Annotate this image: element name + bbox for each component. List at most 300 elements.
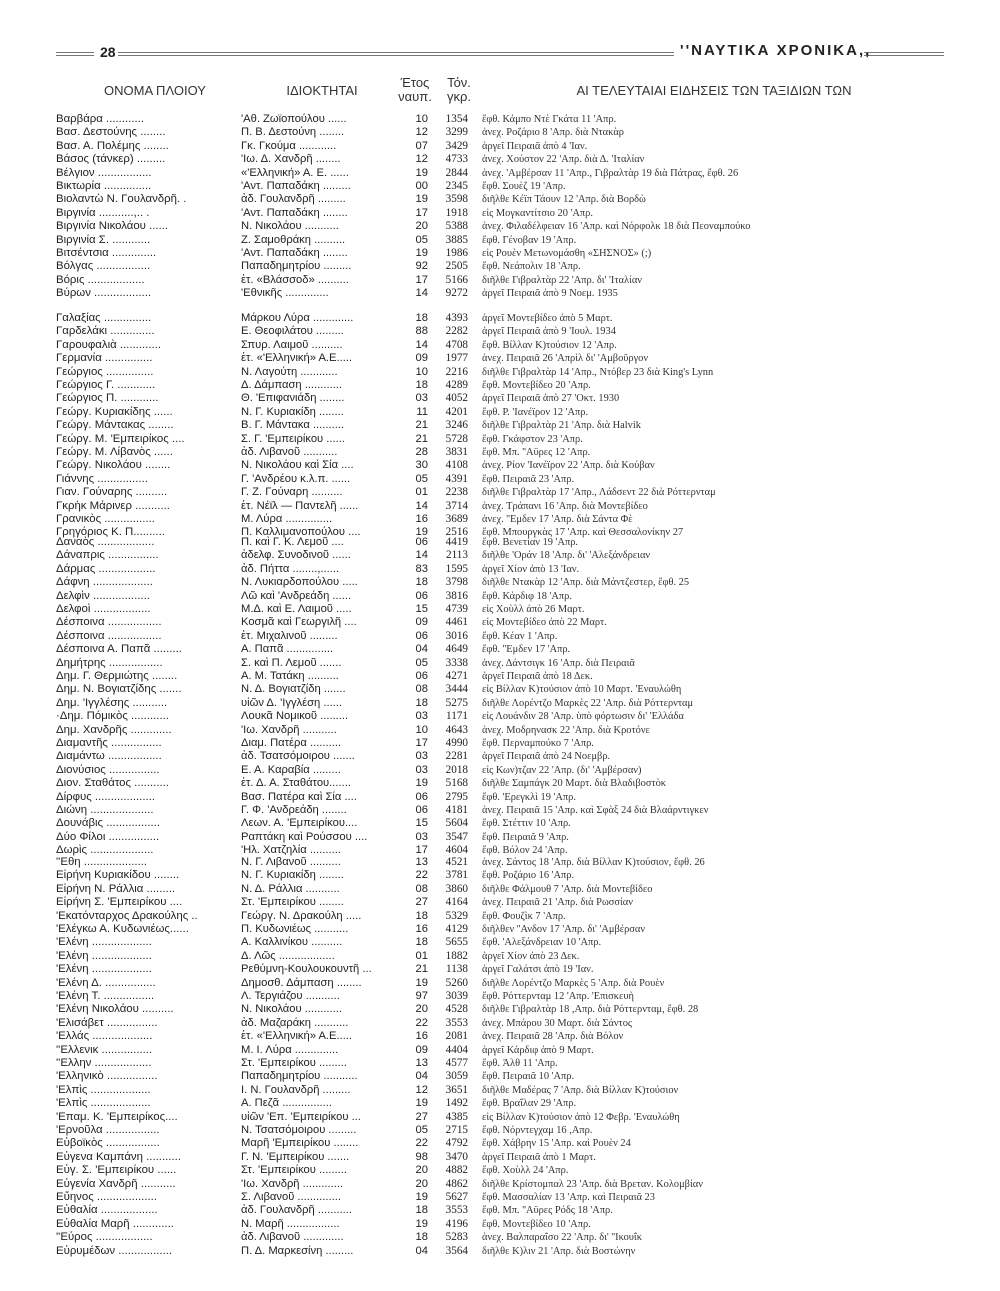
latest-news: εἰς Λουάνδιν 28 'Απρ. ὑπὸ φόρτωσιν δι' 'Ελλάδα	[482, 711, 684, 723]
build-year: 03	[415, 710, 428, 723]
ship-owner: Λῶ καὶ 'Ανδρεάδη ......	[241, 589, 352, 602]
latest-news: ἔφθ. Περναμπούκο 7 'Απρ.	[482, 738, 594, 749]
gross-tons: 4391	[445, 472, 468, 485]
gross-tons: 5627	[445, 1191, 468, 1203]
ship-owner: Γ. Ζ. Γούναρη ..........	[241, 486, 343, 499]
table-row	[0, 791, 1000, 804]
latest-news: ἀνεχ. Βαλπαραΐσο 22 'Απρ. δι' ''Ικουΐκ	[482, 1232, 642, 1244]
gross-tons: 4181	[445, 804, 468, 816]
ship-name: Βιργινία ...........,.. .	[56, 206, 150, 219]
ship-name: Δημ. 'Ιγγλέσης ...........	[56, 696, 168, 709]
build-year: 22	[415, 1137, 428, 1150]
latest-news: διῆλθε Γιβραλτὰρ 18 ,Απρ. διὰ Ρόττερνταμ, ἔφθ. 28	[482, 1004, 699, 1016]
gross-tons: 2282	[445, 325, 468, 338]
table-row	[0, 366, 1000, 379]
build-year: 09	[415, 1043, 428, 1056]
build-year: 16	[415, 923, 428, 935]
ship-owner: 'Αντ. Παπαδάκη ........	[241, 206, 348, 219]
build-year: 08	[415, 882, 428, 895]
ship-owner: Α. Καλλινίκου ..........	[241, 936, 343, 949]
ship-name: Γαλαξίας ...............	[56, 312, 152, 324]
ship-owner: Ε. Θεοφιλάτου .........	[241, 325, 344, 338]
table-row	[0, 1218, 1000, 1231]
ship-name: Γκρὴκ Μάρινερ ...........	[56, 499, 170, 512]
table-row	[0, 433, 1000, 446]
latest-news: ἔφθ. Νεάπολιν 18 'Απρ.	[482, 261, 581, 273]
page-number: 28	[100, 44, 116, 60]
ship-name: 'Ελληνικὸ ................	[56, 1070, 158, 1083]
journal-title: ''ΝΑΥΤΙΚΑ ΧΡΟΝΙΚΑ,,	[680, 42, 872, 59]
build-year: 12	[415, 153, 428, 166]
ship-name: Βαρβάρα ............	[56, 113, 145, 125]
gross-tons: 3831	[445, 446, 468, 458]
ship-owner: υἱῶν Δ. 'Ιγγλέση ......	[241, 696, 343, 709]
ship-name: 'Ελένη Νικολάου ..........	[56, 1003, 174, 1016]
gross-tons: 1492	[445, 1097, 468, 1110]
gross-tons: 3016	[445, 629, 468, 642]
ship-owner: ἐτ. «'Ελληνική» Α.Ε.....	[241, 1030, 353, 1043]
latest-news: ἔφθ. Πειραιᾶ 23 'Απρ.	[482, 473, 575, 485]
gross-tons: 3338	[445, 656, 468, 669]
ship-name: Διαμάντω .................	[56, 750, 162, 763]
table-row	[0, 804, 1000, 817]
ship-name: Γεώργ. Μ. Λίβανὸς ......	[56, 446, 173, 458]
ship-name: Γεώργιος ...............	[56, 365, 154, 378]
gross-tons: 2081	[445, 1030, 468, 1043]
ship-name: Γιαν. Γούναρης ..........	[56, 486, 168, 499]
table-row	[0, 1084, 1000, 1097]
gross-tons: 4461	[445, 616, 468, 629]
build-year: 09	[415, 616, 428, 629]
latest-news: ἀργεῖ Κάρδιφ ἀπὸ 9 Μαρτ.	[482, 1044, 594, 1056]
ship-name: Γεώργ. Μάντακας ........	[56, 419, 174, 432]
ship-owner: Ν. Λυκιαρδοπούλου .....	[241, 576, 358, 589]
latest-news: εἰς Βίλλαν Κ)τούσιον ἀπὸ 12 Φεβρ. 'Εναυλώθη	[482, 1111, 680, 1123]
gross-tons: 5166	[445, 273, 468, 286]
latest-news: ἔφθ. Μπ. ''Αϋρες 12 'Απρ.	[482, 447, 591, 458]
ship-owner: Γ. Ν. 'Εμπειρίκου .......	[241, 1150, 350, 1163]
build-year: 14	[415, 287, 428, 300]
ship-name: 'Ελένη ...................	[56, 949, 152, 962]
latest-news: ἔφθ. Ροζάριο 16 'Απρ.	[482, 870, 575, 882]
gross-tons: 3714	[445, 499, 468, 512]
ship-name: 'Επαμ. Κ. 'Εμπειρίκος....	[56, 1110, 178, 1123]
table-row	[0, 1044, 1000, 1057]
gross-tons: 3547	[445, 830, 468, 843]
build-year: 06	[415, 536, 428, 548]
latest-news: ἔφθ. Γένοβαν 19 'Απρ.	[482, 234, 577, 246]
header-rule-right	[864, 52, 944, 56]
gross-tons: 4108	[445, 459, 468, 472]
table-row	[0, 869, 1000, 882]
table-row	[0, 486, 1000, 499]
ship-name: Δημ. Ν. Βογιατζίδης .......	[56, 683, 182, 696]
latest-news: ἔφθ. 'Ερεγκλὶ 19 'Απρ.	[482, 791, 576, 803]
build-year: 30	[415, 459, 428, 472]
gross-tons: 4201	[445, 405, 468, 418]
ship-name: Δημ. Χανδρῆς .............	[56, 723, 172, 736]
col-header-tons-line1: Τόν.	[447, 75, 471, 90]
table-row	[0, 1164, 1000, 1177]
build-year: 07	[415, 139, 428, 152]
ship-name: Δύο Φίλοι ................	[56, 830, 160, 843]
ship-owner: Μ. Λύρα ...............	[241, 513, 333, 525]
ship-name: Διώνη ....................	[56, 804, 154, 816]
gross-tons: 3444	[445, 683, 468, 696]
header-rule-left	[56, 52, 94, 56]
build-year: 13	[415, 856, 428, 868]
gross-tons: 4708	[445, 338, 468, 351]
table-row	[0, 697, 1000, 710]
ship-owner: Θ. 'Επιφανιάδη ........	[241, 392, 345, 405]
build-year: 20	[415, 1003, 428, 1016]
ship-name: Δημ. Γ. Θερμιώτης ........	[56, 670, 178, 682]
gross-tons: 5604	[445, 817, 468, 830]
ship-name: Δελφοὶ ..................	[56, 603, 151, 615]
gross-tons: 3553	[445, 1204, 468, 1217]
table-row	[0, 1003, 1000, 1016]
ship-owner: Μαρῆ 'Εμπειρίκου ........	[241, 1137, 359, 1150]
ship-owner: 'Ιω. Χανδρῆ .............	[241, 1177, 344, 1190]
latest-news: ἔφθ. Στέττιν 10 'Απρ.	[482, 818, 571, 830]
ship-owner: 'Αντ. Παπαδάκη ........	[241, 247, 348, 259]
ship-name: Δουνάβις .................	[56, 817, 160, 830]
ship-owner: Π. Καλλιμανοπούλου ....	[241, 526, 361, 539]
build-year: 16	[415, 513, 428, 525]
table-row	[0, 352, 1000, 365]
latest-news: ἀργεῖ Πειραιᾶ ἀπὸ 24 Νοεμβρ.	[482, 751, 611, 763]
latest-news: ἀνεχ. Πειραιᾶ 15 'Απρ. καὶ Σφὰξ 24 διὰ Βλαάρντιγκεν	[482, 805, 709, 816]
gross-tons: 1354	[445, 113, 468, 125]
ship-owner: Γ. 'Ανδρέου κ.λ.π. ......	[241, 472, 351, 485]
ship-owner: ἀδ. Μαζαράκη ...........	[241, 1016, 349, 1029]
ship-owner: Στ. 'Εμπειρίκου ........	[241, 896, 344, 909]
table-row	[0, 153, 1000, 166]
table-row	[0, 977, 1000, 990]
gross-tons: 3564	[445, 1244, 468, 1257]
ship-name: ''Εὖρος ..................	[56, 1231, 153, 1244]
ship-name: Βιολαντὼ Ν. Γουλανδρῆ. .	[56, 193, 187, 206]
build-year: 28	[415, 446, 428, 458]
latest-news: διῆλθε Γιβραλτὰρ 17 'Απρ., Λάδσεντ 22 διὰ Ρόττερνταμ	[482, 487, 716, 499]
table-row	[0, 764, 1000, 777]
gross-tons: 3885	[445, 233, 468, 246]
ship-name: Εὐγ. Σ. 'Εμπειρίκου ......	[56, 1164, 177, 1177]
gross-tons: 3059	[445, 1070, 468, 1083]
ship-name: Δέσποινα .................	[56, 616, 162, 629]
ship-name: 'Ελπὶς ...................	[56, 1083, 151, 1096]
gross-tons: 3299	[445, 126, 468, 139]
ship-owner: Στ. 'Εμπειρίκου .........	[241, 1057, 347, 1069]
ship-owner: Γκ. Γκούμα ............	[241, 139, 337, 152]
gross-tons: 2113	[446, 549, 468, 562]
build-year: 20	[415, 1164, 428, 1177]
gross-tons: 1918	[445, 206, 468, 219]
build-year: 04	[415, 1244, 428, 1257]
build-year: 05	[415, 656, 428, 669]
latest-news: ἔφθ. Χοὺλλ 24 'Απρ.	[482, 1165, 569, 1177]
col-header-name: ΟΝΟΜΑ ΠΛΟΙΟΥ	[104, 83, 206, 98]
table-row	[0, 113, 1000, 126]
build-year: 22	[415, 869, 428, 882]
table-row	[0, 549, 1000, 562]
build-year: 05	[415, 1124, 428, 1136]
build-year: 21	[415, 963, 428, 976]
ship-owner: Α. Πεζᾶ ................	[241, 1097, 332, 1110]
build-year: 22	[415, 1016, 428, 1029]
latest-news: διῆλθε Γιβραλτὰρ 22 'Απρ. δι' 'Ιταλίαν	[482, 274, 642, 286]
latest-news: ἔφθ. Νόρντεγχαμ 16 ,Απρ.	[482, 1125, 593, 1136]
ship-owner: Παπαδημητρίου ...........	[241, 1070, 358, 1083]
latest-news: διῆλθε Κρίστομπαλ 23 'Απρ. διὰ Βρεταν. Κολομβίαν	[482, 1178, 703, 1190]
build-year: 01	[415, 486, 428, 499]
ship-name: 'Ελλάς ...................	[56, 1030, 153, 1043]
ship-owner: ἐτ. Μιχαλινοῦ .........	[241, 629, 338, 642]
latest-news: ἔφθ. Βόλον 24 'Απρ.	[482, 845, 568, 857]
build-year: 20	[415, 1177, 428, 1190]
table-row	[0, 896, 1000, 909]
latest-news: ἀργεῖ Πειραιᾶ ἀπὸ 4 'Ιαν.	[482, 140, 588, 152]
gross-tons: 4643	[445, 723, 468, 736]
latest-news: ἀργεῖ Πειραιᾶ ἀπὸ 18 Δεκ.	[482, 671, 593, 682]
ship-owner: Σ. Λιβανοῦ ..............	[241, 1191, 341, 1203]
build-year: 18	[415, 1204, 428, 1217]
table-row	[0, 643, 1000, 656]
ship-name: Δωρὶς ....................	[56, 844, 154, 857]
table-row	[0, 670, 1000, 683]
ship-name: Γρηγόριος Κ. Π..........	[56, 526, 165, 539]
build-year: 10	[415, 365, 428, 378]
build-year: 06	[415, 804, 428, 816]
ship-name: ''Ελλην ..................	[56, 1057, 152, 1069]
build-year: 15	[415, 603, 428, 615]
build-year: 03	[415, 763, 428, 776]
table-row	[0, 406, 1000, 419]
ship-owner: ἐτ. «'Ελληνική» Α.Ε.....	[241, 352, 353, 365]
build-year: 13	[415, 1057, 428, 1069]
ship-name: Δάφνη ...................	[56, 576, 153, 589]
ship-name: Διονύσιος ................	[56, 763, 160, 776]
latest-news: ἀνεχ. Χούστον 22 'Απρ. διὰ Δ. 'Ιταλίαν	[482, 154, 645, 166]
table-row	[0, 1070, 1000, 1083]
latest-news: ἔφθ. Κέαν 1 'Απρ.	[482, 630, 558, 642]
latest-news: διῆλθε Λορέντζο Μαρκὲς 22 'Απρ. διὰ Ρόττερνταμ	[482, 697, 694, 709]
latest-news: ἀνεχ. Πειραιᾶ 28 'Απρ. διὰ Βόλον	[482, 1031, 624, 1043]
latest-news: ἔφθ. Πειραιᾶ 9 'Απρ.	[482, 831, 569, 843]
ship-owner: 'Αντ. Παπαδάκη .........	[241, 180, 351, 192]
table-row	[0, 167, 1000, 180]
ship-owner: Ραπτάκη καὶ Ρούσσου ....	[241, 830, 368, 843]
table-row	[0, 1057, 1000, 1070]
latest-news: ἀνεχ. Ροζάριο 8 'Απρ. διὰ Ντακὰρ	[482, 127, 624, 139]
table-row	[0, 563, 1000, 576]
latest-news: ἀνεχ. Τράπανι 16 'Απρ. διὰ Μοντεβίδεο	[482, 500, 648, 512]
build-year: 10	[415, 723, 428, 736]
latest-news: διῆλθε Σαμπάγκ 20 Μαρτ. διὰ Βλαδιβοστὸκ	[482, 778, 667, 790]
latest-news: ἀργεῖ Πειραιᾶ ἀπὸ 1 Μαρτ.	[482, 1151, 596, 1163]
table-row	[0, 1231, 1000, 1244]
ship-name: Δάναπρις ................	[56, 549, 159, 562]
ship-owner: Γ. Φ. 'Ανδρεάδη ........	[241, 804, 347, 816]
latest-news: διῆλθε Ντακὰρ 12 'Απρ. διὰ Μάντζεστερ, ἔφθ. 25	[482, 577, 690, 589]
build-year: 01	[415, 949, 428, 962]
latest-news: ἔφθ. Βίλλαν Κ)τούσιον 12 'Απρ.	[482, 339, 617, 351]
col-header-tons	[440, 76, 478, 104]
ship-owner: Δημοσθ. Δάμπαση ........	[241, 976, 362, 989]
ship-owner: Σ. καὶ Π. Λεμοῦ .......	[241, 656, 342, 669]
table-row	[0, 193, 1000, 206]
col-header-year-line2: ναυπ.	[398, 89, 432, 104]
build-year: 18	[415, 936, 428, 949]
ship-owner: «'Ελληνική» Α. Ε. ......	[241, 166, 349, 179]
ship-name: Γεώργιος Π. ............	[56, 392, 159, 405]
table-row	[0, 590, 1000, 603]
gross-tons: 2505	[445, 260, 468, 273]
table-row	[0, 936, 1000, 949]
gross-tons: 1595	[445, 562, 468, 575]
ship-owner: ἐτ. «Βλάσσοδ» ..........	[241, 273, 349, 286]
build-year: 14	[415, 549, 428, 562]
gross-tons: 2216	[445, 365, 468, 378]
ship-owner: Ν. Μαρῆ .................	[241, 1217, 340, 1230]
ship-owner: Π. Β. Δεστούνη ........	[241, 126, 345, 139]
latest-news: ἔφθ. Ρ. 'Ιανέϊρον 12 'Απρ.	[482, 406, 589, 418]
ship-owner: Β. Γ. Μάντακα ..........	[241, 419, 345, 432]
header-rule-center	[118, 52, 674, 56]
latest-news: ἔφθ. Ρόττερνταμ 12 'Απρ. 'Επισκευὴ	[482, 991, 634, 1002]
build-year: 18	[415, 576, 428, 589]
latest-news: ἀργεῖ Χίον ἀπὸ 13 'Ιαν.	[482, 563, 580, 575]
latest-news: ἔφθ. Βενετίαν 19 'Απρ.	[482, 537, 578, 548]
build-year: 18	[415, 909, 428, 922]
latest-news: ἀνεχ. Φιλαδέλφειαν 16 'Απρ. καὶ Νόρφολκ 18 διὰ Πεοναμπούκο	[482, 221, 751, 233]
table-row	[0, 419, 1000, 432]
table-row	[0, 1111, 1000, 1124]
ship-name: ''Ελλενικ ................	[56, 1043, 153, 1056]
ship-owner: ἀδ. Λιβανοῦ ...........	[241, 446, 338, 458]
ship-owner: Παπαδημητρίου .........	[241, 260, 352, 273]
table-row	[0, 446, 1000, 459]
ship-name: Δίρφυς ...................	[56, 790, 156, 803]
ship-name: Βασ. Δεστούνης ........	[56, 126, 166, 139]
gross-tons: 2018	[445, 763, 468, 776]
ship-name: 'Ελένη Δ. ................	[56, 976, 156, 989]
ship-name: Βόλγας .................	[56, 260, 151, 273]
latest-news: ἔφθ. Βραΐλαν 29 'Απρ.	[482, 1098, 577, 1110]
ship-owner: Α. Παπᾶ ...............	[241, 643, 334, 656]
ship-owner: Διαμ. Πατέρα ..........	[241, 737, 342, 749]
table-row	[0, 513, 1000, 526]
ship-owner: Ν. Δ. Βογιατζίδη .......	[241, 683, 346, 696]
build-year: 83	[415, 562, 428, 575]
ship-owner: Ν. Λαγούτη ............	[241, 365, 338, 378]
ship-owner: Ν. Γ. Κυριακίδη ........	[241, 869, 344, 882]
build-year: 21	[415, 419, 428, 432]
build-year: 05	[415, 233, 428, 246]
gross-tons: 4271	[445, 670, 468, 682]
latest-news: ἀνεχ. Μπάρου 30 Μαρτ. διὰ Σάντος	[482, 1017, 632, 1029]
table-row	[0, 990, 1000, 1003]
latest-news: διῆλθε Γιβραλτὰρ 21 'Απρ. διὰ Halvik	[482, 420, 641, 432]
gross-tons: 5283	[445, 1231, 468, 1244]
ship-owner: Γεώργ. Ν. Δρακούλη .....	[241, 909, 362, 922]
table-row	[0, 126, 1000, 139]
latest-news: διῆλθε Γιβραλτὰρ 14 'Απρ., Ντόβερ 23 διὰ King's Lynn	[482, 366, 714, 378]
table-row	[0, 1178, 1000, 1191]
gross-tons: 4385	[445, 1110, 468, 1123]
latest-news: ἀνεχ. Πειραιᾶ 26 'Απρὶλ δι' 'Αμβοῦργον	[482, 353, 649, 365]
ship-owner: ἀδ. Γουλανδρῆ .........	[241, 193, 346, 206]
ship-name: Γαρδελάκι ..............	[56, 325, 155, 338]
build-year: 17	[415, 206, 428, 219]
build-year: 14	[415, 499, 428, 512]
ship-name: Δέσποινα Α. Παπᾶ .........	[56, 643, 182, 656]
table-row	[0, 616, 1000, 629]
latest-news: ἔφθ. Κάμπο Ντὲ Γκάτα 11 'Απρ.	[482, 114, 617, 125]
ship-name: Εἰρήνη Σ. 'Εμπειρίκου ....	[56, 896, 183, 909]
build-year: 04	[415, 1070, 428, 1083]
table-row	[0, 856, 1000, 869]
latest-news: ἀργεῖ Χίον ἀπὸ 23 Δεκ.	[482, 950, 580, 962]
gross-tons: 2345	[445, 180, 468, 192]
build-year: 98	[415, 1150, 428, 1163]
table-row	[0, 500, 1000, 513]
gross-tons: 3553	[445, 1016, 468, 1029]
build-year: 19	[415, 1191, 428, 1203]
gross-tons: 1882	[445, 949, 468, 962]
table-row	[0, 1124, 1000, 1137]
ship-owner: Στ. 'Εμπειρίκου .........	[241, 1164, 347, 1177]
latest-news: ἔφθ. Σουὲζ 19 'Απρ.	[482, 181, 566, 192]
latest-news: ἀνεχ. Σάντος 18 'Απρ. διὰ Βίλλαν Κ)τούσιον, ἔφθ. 26	[482, 857, 705, 868]
build-year: 18	[415, 312, 428, 324]
table-row	[0, 710, 1000, 723]
ship-owner: Σ. Γ. 'Εμπειρίκου ......	[241, 432, 345, 445]
gross-tons: 4052	[445, 392, 468, 405]
build-year: 09	[415, 352, 428, 365]
ship-name: Εὐγενία Χανδρῆ ...........	[56, 1177, 176, 1190]
build-year: 04	[415, 643, 428, 656]
gross-tons: 4649	[445, 643, 468, 656]
ship-owner: Α. Μ. Τατάκη ..........	[241, 670, 339, 682]
gross-tons: 4882	[445, 1164, 468, 1177]
gross-tons: 3816	[445, 589, 468, 602]
build-year: 18	[415, 379, 428, 391]
ship-owner: ἀδ. Τσατσόμοιρου .......	[241, 750, 355, 763]
table-row	[0, 473, 1000, 486]
gross-tons: 4739	[445, 603, 468, 615]
table-row	[0, 1204, 1000, 1217]
gross-tons: 2795	[445, 790, 468, 803]
ship-name: Γεώργ. Νικολάου ........	[56, 459, 171, 472]
latest-news: ἔφθ. Χάβρην 15 'Απρ. καὶ Ρουὲν 24	[482, 1138, 631, 1150]
gross-tons: 5168	[445, 777, 468, 790]
ship-name: 'Εκατόνταρχος Δρακούλης ..	[56, 909, 198, 922]
gross-tons: 3429	[445, 139, 468, 152]
latest-news: ἔφθ. Φουζὶκ 7 'Απρ.	[482, 910, 566, 922]
ship-name: Εὐθαλία ..................	[56, 1204, 158, 1217]
ship-owner: Ι. Ν. Γουλανδρῆ .........	[241, 1083, 351, 1096]
ship-name: Βέλγιον .................	[56, 166, 152, 179]
gross-tons: 4404	[445, 1043, 468, 1056]
ship-name: Εἰρήνη Κυριακίδου ........	[56, 869, 180, 882]
gross-tons: 3039	[445, 990, 468, 1002]
gross-tons: 1977	[445, 352, 468, 365]
gross-tons: 4604	[445, 844, 468, 857]
table-row	[0, 274, 1000, 287]
ship-owner: 'Ιω. Δ. Χανδρῆ ........	[241, 153, 341, 166]
build-year: 06	[415, 670, 428, 682]
